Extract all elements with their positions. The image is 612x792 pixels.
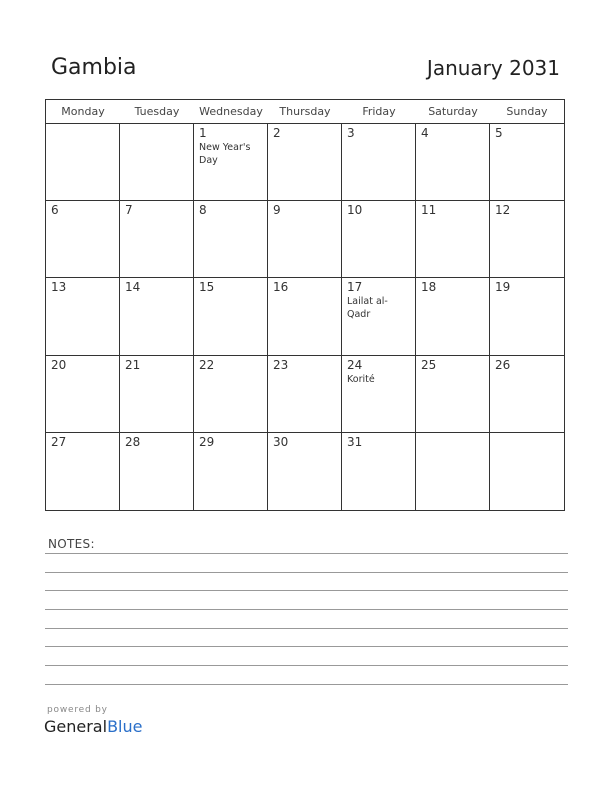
day-number: 17 <box>347 280 363 295</box>
note-line <box>45 553 568 554</box>
notes-label: NOTES: <box>48 537 95 551</box>
month-year-title: January 2031 <box>426 56 560 80</box>
day-cell <box>120 201 194 278</box>
day-number: 18 <box>421 280 437 295</box>
day-cell <box>490 201 564 278</box>
day-number: 29 <box>199 434 215 449</box>
day-cell <box>416 124 490 201</box>
note-line <box>45 572 568 573</box>
day-cell <box>268 124 342 201</box>
day-cell <box>342 201 416 278</box>
brand-blue: Blue <box>107 717 143 736</box>
day-cell <box>342 356 416 433</box>
day-number: 25 <box>421 357 437 372</box>
day-number: 24 <box>347 357 363 372</box>
note-line <box>45 646 568 647</box>
note-line <box>45 609 568 610</box>
day-number: 23 <box>273 357 289 372</box>
calendar-body <box>46 124 564 510</box>
day-cell <box>416 433 490 510</box>
weekday-header: Thursday <box>279 105 331 118</box>
day-cell <box>268 433 342 510</box>
day-cell <box>194 124 268 201</box>
day-number: 27 <box>51 434 67 449</box>
day-number: 30 <box>273 434 289 449</box>
day-number: 9 <box>273 203 281 218</box>
day-number: 28 <box>125 434 141 449</box>
weekday-header-row <box>46 100 564 124</box>
holiday-label: Korité <box>347 373 375 385</box>
powered-by-text: powered by <box>47 705 108 715</box>
day-cell <box>194 278 268 355</box>
day-cell <box>342 433 416 510</box>
day-number: 26 <box>495 357 511 372</box>
day-cell <box>120 278 194 355</box>
day-number: 6 <box>51 203 59 218</box>
note-line <box>45 628 568 629</box>
day-number: 13 <box>51 280 67 295</box>
day-number: 16 <box>273 280 289 295</box>
day-number: 31 <box>347 434 363 449</box>
weekday-header: Monday <box>61 105 105 118</box>
day-cell <box>194 356 268 433</box>
day-cell <box>46 433 120 510</box>
brand-general: General <box>44 717 108 736</box>
day-number: 8 <box>199 203 207 218</box>
day-cell <box>268 356 342 433</box>
day-cell <box>120 433 194 510</box>
day-number: 10 <box>347 203 363 218</box>
day-number: 1 <box>199 126 207 140</box>
day-number: 2 <box>273 126 281 140</box>
day-number: 3 <box>347 126 355 140</box>
note-line <box>45 684 568 685</box>
day-number: 15 <box>199 280 215 295</box>
day-cell <box>46 201 120 278</box>
weekday-header: Friday <box>362 105 396 118</box>
day-cell <box>120 124 194 201</box>
day-cell <box>46 124 120 201</box>
note-line <box>45 665 568 666</box>
day-cell <box>268 201 342 278</box>
day-cell <box>194 201 268 278</box>
note-line <box>45 590 568 591</box>
weekday-header: Sunday <box>506 105 548 118</box>
day-cell <box>46 278 120 355</box>
day-cell <box>46 356 120 433</box>
day-number: 4 <box>421 126 429 140</box>
day-cell <box>268 278 342 355</box>
weekday-header: Tuesday <box>134 105 180 118</box>
day-cell <box>194 433 268 510</box>
day-number: 11 <box>421 203 437 218</box>
day-cell <box>120 356 194 433</box>
brand-logo <box>44 717 142 736</box>
day-number: 14 <box>125 280 141 295</box>
day-cell <box>416 201 490 278</box>
day-number: 21 <box>125 357 141 372</box>
day-cell <box>490 124 564 201</box>
day-number: 12 <box>495 203 511 218</box>
country-title: Gambia <box>51 55 137 80</box>
holiday-label: Lailat al-Qadr <box>347 296 388 321</box>
holiday-label: New Year's Day <box>199 142 251 166</box>
day-cell <box>342 278 416 355</box>
calendar-grid <box>45 99 565 511</box>
day-cell <box>342 124 416 201</box>
day-number: 19 <box>495 280 511 295</box>
weekday-header: Saturday <box>428 105 478 118</box>
day-cell <box>416 356 490 433</box>
day-cell <box>416 278 490 355</box>
day-number: 7 <box>125 203 133 218</box>
weekday-header: Wednesday <box>199 105 263 118</box>
day-number: 22 <box>199 357 215 372</box>
day-number: 5 <box>495 126 503 140</box>
day-cell <box>490 278 564 355</box>
day-cell <box>490 356 564 433</box>
day-number: 20 <box>51 357 67 372</box>
day-cell <box>490 433 564 510</box>
